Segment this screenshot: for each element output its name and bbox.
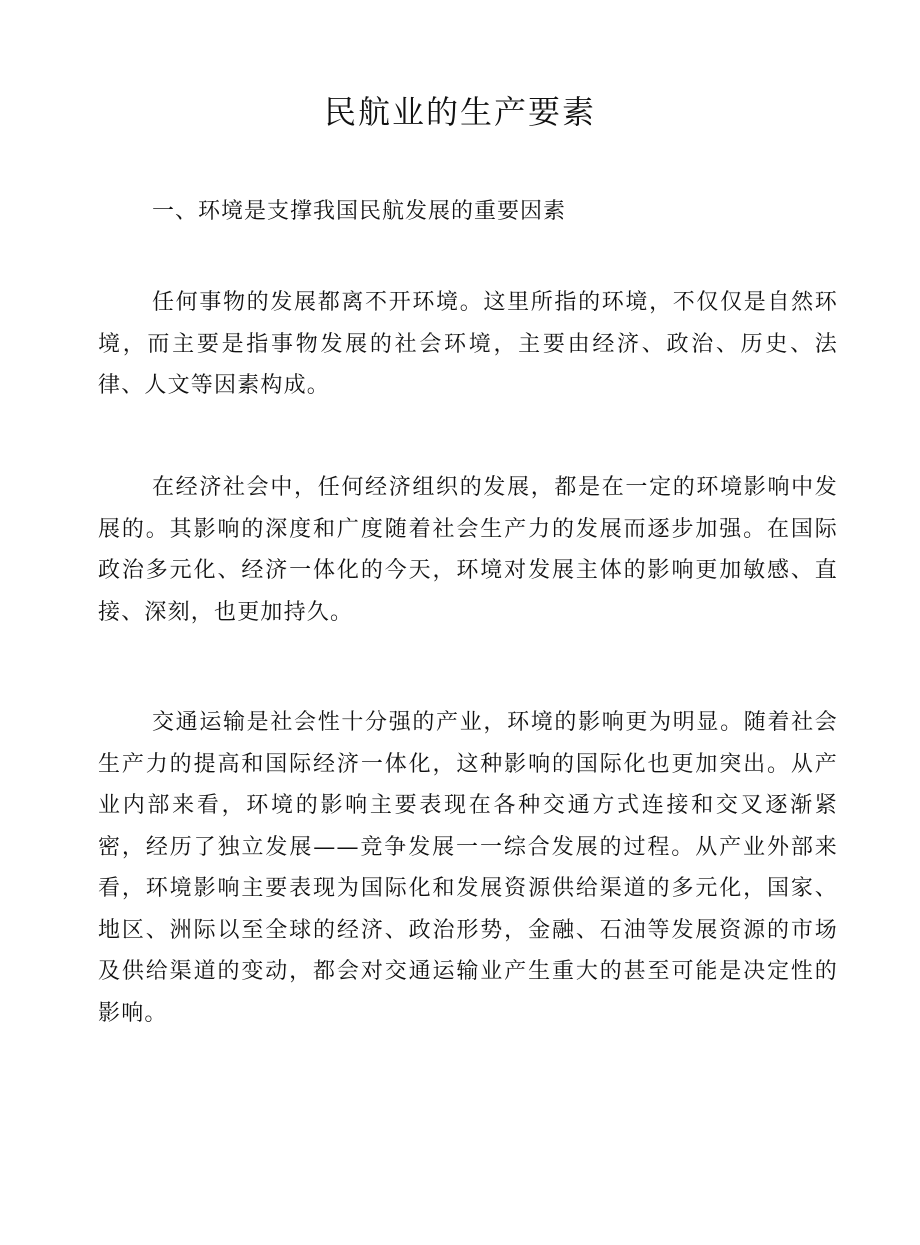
paragraph-environment-definition: 任何事物的发展都离不开环境。这里所指的环境，不仅仅是自然环境，而主要是指事物发展的社会环境，主要由经济、政治、历史、法律、人文等因素构成。: [98, 290, 838, 398]
section-heading: 一、环境是支撑我国民航发展的重要因素: [152, 199, 567, 224]
paragraph-economic-society: 在经济社会中，任何经济组织的发展，都是在一定的环境影响中发展的。其影响的深度和广度随着社会生产力的发展而逐步加强。在国际政治多元化、经济一体化的今天，环境对发展主体的影响更加敏感、直接、深刻，也更加持久。: [98, 475, 838, 625]
paragraph-transport-industry: 交通运输是社会性十分强的产业，环境的影响更为明显。随着社会生产力的提高和国际经济一体化，这种影响的国际化也更加突出。从产业内部来看，环境的影响主要表现在各种交通方式连接和交叉逐渐紧密，经历了独立发展——竞争发展一一综合发展的过程。从产业外部来看，环境影响主要表现为国际化和发展资源供给渠道的多元化，国家、地区、洲际以至全球的经济、政治形势，金融、石油等发展资源的市场及供给渠道的变动，都会对交通运输业产生重大的甚至可能是决定性的影响。: [98, 710, 838, 1026]
document-title: 民航业的生产要素: [323, 93, 596, 131]
